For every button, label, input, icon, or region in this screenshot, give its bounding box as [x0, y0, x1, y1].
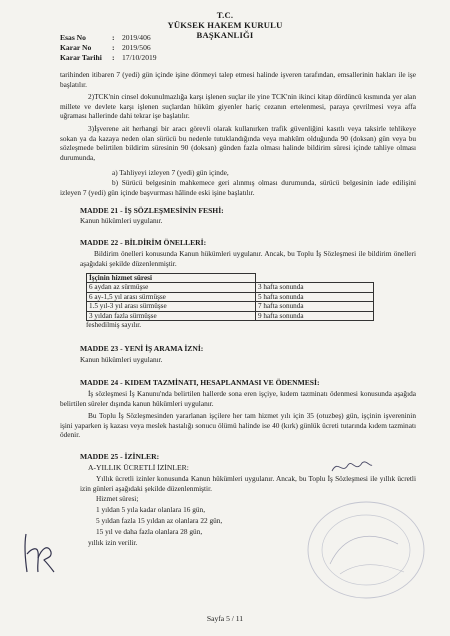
article-22-after: feshedilmiş sayılır.	[86, 320, 142, 329]
notice-period-table	[86, 273, 374, 321]
table-header-row	[87, 274, 374, 283]
page-number: Sayfa 5 / 11	[206, 614, 244, 623]
signature-mark	[330, 457, 374, 477]
table-cell-notice: 5 hafta sonunda	[256, 292, 374, 301]
official-stamp	[300, 494, 430, 604]
article-24-paragraph-1: İş sözleşmesi İş Kanunu'nda belirtilen hallerde sona eren işçiye, kıdem tazminatı ödenmesi konusunda aşağıda belirtilen süreler dışında kanun hükümleri uygulanır.	[60, 389, 416, 408]
table-cell-period: 3 yıldan fazla sürmüşse	[87, 311, 256, 320]
leave-item: 5 yıldan fazla 15 yıldan az olanlara 22 gün,	[96, 516, 223, 525]
table-cell-notice: 7 hafta sonunda	[256, 302, 374, 311]
table-header-cell: İşçinin hizmet süresi	[87, 274, 256, 283]
table-cell-period: 6 ay-1,5 yıl arası sürmüşse	[87, 292, 256, 301]
article-25-label: Hizmet süresi;	[96, 494, 139, 503]
meta-decision-no: Karar No : 2019/506	[60, 43, 151, 52]
article-25-subtitle: A-YILLIK ÜCRETLİ İZİNLER:	[88, 463, 189, 472]
intro-item-a: a) Tahliyeyi izleyen 7 (yedi) gün içinde,	[112, 168, 229, 177]
intro-paragraph-2: 2)TCK'nin cinsel dokunulmazlığa karşı işlenen suçlar ile yine TCK'nin ikinci kitap dördüncü kısmında yer alan millete ve devlete karşı işlenen suçlardan hüküm giyenler hariç cezanın ertelenmesi, paraya çevrilmesi veya affa uğraması hallerinde dahi tekrar işe başlatılır.	[60, 92, 416, 121]
table-cell-period: 6 aydan az sürmüşse	[87, 283, 256, 292]
table-row	[87, 292, 374, 301]
article-25-title: MADDE 25 - İZİNLER:	[80, 452, 160, 461]
leave-item: 1 yıldan 5 yıla kadar olanlara 16 gün,	[96, 505, 206, 514]
header-tc: T.C.	[216, 10, 234, 20]
intro-item-b: b) Sürücü belgesinin mahkemece geri alınmış olması durumunda, sürücü belgesinin iade edilişini izleyen 7 (yedi) gün içinde başvurması hâlinde eski işine başlatılır.	[60, 178, 416, 197]
article-21-text: Kanun hükümleri uygulanır.	[80, 216, 163, 225]
meta-decision-date: Karar Tarihi : 17/10/2019	[60, 53, 157, 62]
intro-paragraph-1: tarihinden itibaren 7 (yedi) gün içinde işine dönmeyi talep etmesi halinde işveren tarafından, emsallerinin hakları ile işe başlatılır.	[60, 70, 416, 89]
header-institution: YÜKSEK HAKEM KURULU	[167, 20, 283, 30]
header-department: BAŞKANLIĞI	[196, 30, 254, 40]
article-24-title: MADDE 24 - KIDEM TAZMİNATI, HESAPLANMASI VE ÖDENMESİ:	[80, 378, 320, 387]
article-21-title: MADDE 21 - İŞ SÖZLEŞMESİNİN FESHİ:	[80, 206, 224, 215]
article-24-paragraph-2: Bu Toplu İş Sözleşmesinden yararlanan işçilere her tam hizmet yılı için 35 (otuzbeş) gün, işçinin işvereninin işini yaparken iş kazası veya meslek hastalığı sonucu ölümü halinde ise 40 (kırk) günlük ücreti tutarında kıdem tazminatı ödenir.	[60, 411, 416, 440]
intro-paragraph-3: 3)İşverene ait herhangi bir aracı görevli olarak kullanırken trafik güvenliğini kasıtlı veya taksirle tehlikeye sokan ya da kazaya neden olan sürücü bu nedenle tutuklandığında veya mahkûm olduğunda 90 (doksan) gün veya bu sözleşmede belirtilen bildirim süresinin 90 (doksan) günden fazla olması halinde bildirim süresi içinde tahliye olması durumunda,	[60, 124, 416, 162]
meta-case-no: Esas No : 2019/406	[60, 33, 151, 42]
table-cell-notice: 3 hafta sonunda	[256, 283, 374, 292]
article-23-title: MADDE 23 - YENİ İŞ ARAMA İZNİ:	[80, 344, 204, 353]
article-22-text: Bildirim önelleri konusunda Kanun hükümleri uygulanır. Ancak, bu Toplu İş Sözleşmesi ile bildirim önelleri aşağıdaki şekilde düzenlenmiştir.	[80, 249, 416, 268]
leave-item: 15 yıl ve daha fazla olanlara 28 gün,	[96, 527, 203, 536]
article-23-text: Kanun hükümleri uygulanır.	[80, 355, 163, 364]
table-row	[87, 302, 374, 311]
article-25-end: yıllık izin verilir.	[88, 538, 138, 547]
article-25-paragraph: Yıllık ücretli izinler konusunda Kanun hükümleri uygulanır. Ancak, bu Toplu İş Sözleşmesi ile yıllık ücretli izin günleri aşağıdaki şekilde düzenlenmiştir.	[80, 474, 416, 493]
table-cell-notice: 9 hafta sonunda	[256, 311, 374, 320]
table-cell-period: 1.5 yıl-3 yıl arası sürmüşse	[87, 302, 256, 311]
table-row	[87, 283, 374, 292]
article-22-title: MADDE 22 - BİLDİRİM ÖNELLERİ:	[80, 238, 207, 247]
handwritten-initials-signature	[18, 528, 58, 578]
